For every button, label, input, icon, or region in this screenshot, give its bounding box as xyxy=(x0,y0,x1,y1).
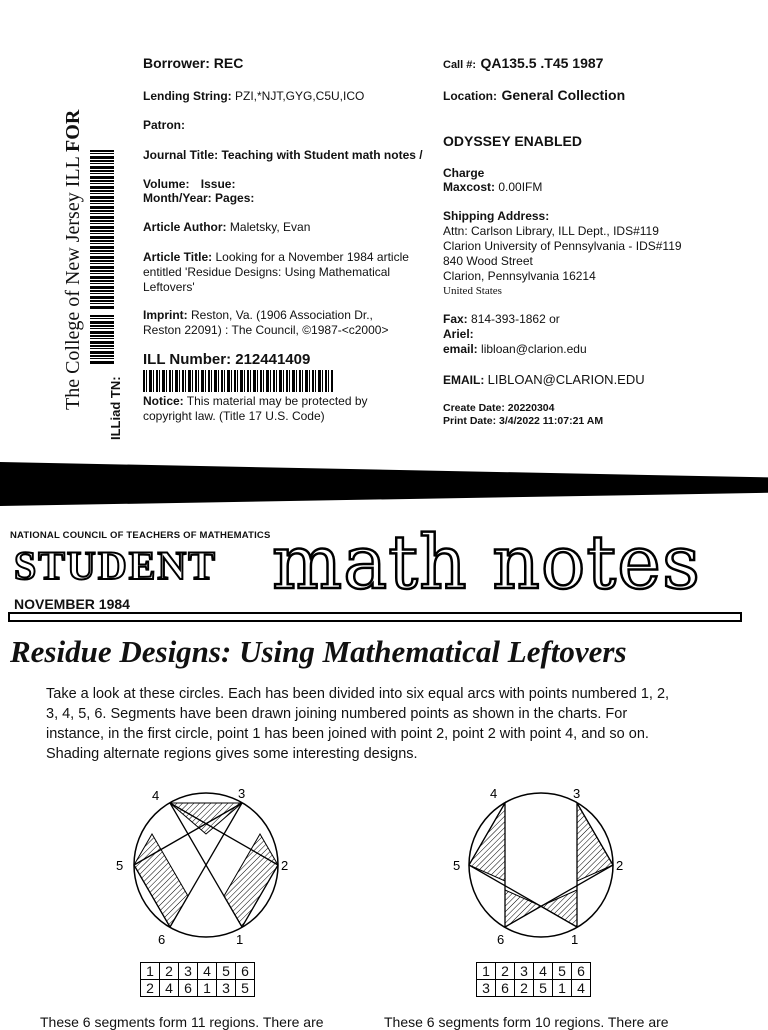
c2-label-6: 6 xyxy=(497,932,505,947)
maxcost-value: 0.00IFM xyxy=(498,180,543,194)
shipping-block xyxy=(443,209,743,299)
nctm-line: NATIONAL COUNCIL OF TEACHERS OF MATHEMATICS xyxy=(10,530,271,541)
lending-row xyxy=(143,89,364,104)
email-value: libloan@clarion.edu xyxy=(481,342,587,356)
chart-1-bottom-cell: 4 xyxy=(160,980,179,997)
circle-1-shaded-left xyxy=(134,834,188,927)
shipping-line-5: United States xyxy=(443,285,502,297)
email-caps-value: LIBLOAN@CLARION.EDU xyxy=(487,372,645,387)
notice-line-2: copyright law. (Title 17 U.S. Code) xyxy=(143,409,325,423)
c1-label-6: 6 xyxy=(158,932,166,947)
author-label: Article Author: xyxy=(143,220,227,234)
circle-1-shaded-right xyxy=(224,834,278,927)
chart-2-bottom-cell: 6 xyxy=(496,980,515,997)
chart-2-bottom-cell: 5 xyxy=(534,980,553,997)
chart-2-top-cell: 5 xyxy=(553,963,572,980)
chart-2-bottom-cell: 2 xyxy=(515,980,534,997)
c1-label-4: 4 xyxy=(152,788,160,803)
circle-2-shaded-left xyxy=(469,803,505,881)
imprint-line-1: Reston, Va. (1906 Association Dr., xyxy=(191,308,373,322)
shipping-line-1: Attn: Carlson Library, ILL Dept., IDS#119 xyxy=(443,224,659,238)
chart-2-bottom-row xyxy=(477,980,591,997)
email-caps-row xyxy=(443,372,645,388)
location-value: General Collection xyxy=(501,87,626,103)
chart-1-top-cell: 5 xyxy=(217,963,236,980)
caption-right: These 6 segments form 10 regions. There are xyxy=(384,1014,669,1030)
call-number-row xyxy=(443,55,603,73)
chart-2-bottom-cell: 3 xyxy=(477,980,496,997)
email-caps-label: EMAIL: xyxy=(443,373,485,387)
seg-2-6 xyxy=(505,865,613,927)
article-title-line-3: Leftovers' xyxy=(143,280,195,294)
notice-block xyxy=(143,394,433,424)
chart-1-top-row xyxy=(141,963,255,980)
fax-value: 814-393-1862 or xyxy=(471,312,560,326)
maxcost-label: Maxcost: xyxy=(443,180,496,194)
article-title-line-1: Looking for a November 1984 article xyxy=(215,250,409,264)
lending-value: PZI,*NJT,GYG,C5U,ICO xyxy=(235,89,365,103)
math-notes-wordmark: math notes xyxy=(272,520,701,606)
journal-masthead xyxy=(10,520,760,612)
vertical-barcode-2 xyxy=(90,315,114,365)
journal-label: Journal Title: xyxy=(143,148,219,162)
journal-value: Teaching with Student math notes / xyxy=(221,148,423,162)
notice-label: Notice: xyxy=(143,394,184,408)
c2-label-4: 4 xyxy=(490,786,498,801)
charge-label: Charge xyxy=(443,166,485,180)
borrower-label: Borrower: xyxy=(143,55,210,71)
c1-label-1: 1 xyxy=(236,932,244,947)
article-title-line-2: entitled 'Residue Designs: Using Mathematical xyxy=(143,265,391,279)
borrower-value: REC xyxy=(213,55,244,71)
monthyear-row xyxy=(143,191,254,206)
chart-2-bottom-cell: 4 xyxy=(572,980,591,997)
email-row xyxy=(443,342,587,357)
circle-1-shaded-top xyxy=(170,803,242,834)
chart-1-top-cell: 4 xyxy=(198,963,217,980)
location-row xyxy=(443,87,625,105)
chart-1-top-cell: 2 xyxy=(160,963,179,980)
imprint-block xyxy=(143,308,433,338)
patron-label: Patron: xyxy=(143,118,185,132)
chart-1-bottom-cell: 3 xyxy=(217,980,236,997)
chart-1-bottom-cell: 1 xyxy=(198,980,217,997)
author-value: Maletsky, Evan xyxy=(229,220,311,234)
imprint-label: Imprint: xyxy=(143,308,188,322)
lending-label: Lending String: xyxy=(143,89,232,103)
intro-line-3: instance, in the first circle, point 1 has been joined with point 2, point 2 with point 4, and so on. xyxy=(46,726,649,742)
issue-label: Issue: xyxy=(200,177,236,191)
intro-line-1: Take a look at these circles. Each has been divided into six equal arcs with points numbered 1, 2, xyxy=(46,686,670,702)
c2-label-3: 3 xyxy=(573,786,581,801)
intro-paragraph xyxy=(46,684,726,764)
print-date: Print Date: 3/4/2022 11:07:21 AM xyxy=(443,415,604,427)
c1-label-2: 2 xyxy=(281,858,289,873)
stamp-college xyxy=(62,110,85,410)
fax-row xyxy=(443,312,560,327)
masthead-rule xyxy=(8,612,742,622)
intro-line-2: 3, 4, 5, 6. Segments have been drawn joining numbered points as shown in the charts. For xyxy=(46,706,628,722)
chart-1-top-cell: 1 xyxy=(141,963,160,980)
email-label: email: xyxy=(443,342,478,356)
pages-label: Pages: xyxy=(215,191,255,205)
stamp-for-text: FOR xyxy=(62,109,84,152)
vertical-barcode-1 xyxy=(90,150,114,310)
shipping-line-3: 840 Wood Street xyxy=(443,254,533,268)
chart-1-bottom-cell: 6 xyxy=(179,980,198,997)
chart-2-bottom-cell: 1 xyxy=(553,980,572,997)
chart-2-top-cell: 3 xyxy=(515,963,534,980)
residue-diagram-1 xyxy=(100,778,300,953)
c1-label-5: 5 xyxy=(116,858,124,873)
imprint-line-2: Reston 22091) : The Council, ©1987-<c2000> xyxy=(143,323,389,337)
chart-2-top-cell: 4 xyxy=(534,963,553,980)
c2-label-2: 2 xyxy=(616,858,624,873)
ill-number-value: 212441409 xyxy=(235,351,311,368)
seg-5-1 xyxy=(469,865,577,927)
chart-1-top-cell: 3 xyxy=(179,963,198,980)
notice-line-1: This material may be protected by xyxy=(186,394,368,408)
ill-number-row xyxy=(143,351,310,368)
scan-separator-band xyxy=(0,462,768,506)
monthyear-label: Month/Year: xyxy=(143,191,212,205)
call-number-label: Call #: xyxy=(443,59,477,71)
residue-diagram-2 xyxy=(435,778,635,953)
intro-line-4: Shading alternate regions gives some interesting designs. xyxy=(46,746,418,762)
issue-date: NOVEMBER 1984 xyxy=(14,596,130,612)
article-title-label: Article Title: xyxy=(143,250,213,264)
chart-1-bottom-row xyxy=(141,980,255,997)
ariel-label: Ariel: xyxy=(443,327,474,341)
ill-number-label: ILL Number: xyxy=(143,351,232,368)
maxcost-row xyxy=(443,180,542,195)
article-title: Residue Designs: Using Mathematical Leftovers xyxy=(10,634,627,669)
chart-2-top-cell: 2 xyxy=(496,963,515,980)
shipping-line-4: Clarion, Pennsylvania 16214 xyxy=(443,269,596,283)
ill-barcode xyxy=(143,370,333,392)
chart-2-top-row xyxy=(477,963,591,980)
volume-row xyxy=(143,177,235,192)
chart-1 xyxy=(140,962,255,997)
caption-left: These 6 segments form 11 regions. There are xyxy=(40,1014,324,1030)
c1-label-3: 3 xyxy=(238,786,246,801)
c2-label-5: 5 xyxy=(453,858,461,873)
shipping-label: Shipping Address: xyxy=(443,209,550,223)
chart-2-top-cell: 1 xyxy=(477,963,496,980)
borrower-row xyxy=(143,55,243,72)
chart-1-bottom-cell: 2 xyxy=(141,980,160,997)
chart-1-bottom-cell: 5 xyxy=(236,980,255,997)
chart-1-top-cell: 6 xyxy=(236,963,255,980)
journal-row xyxy=(143,148,423,163)
call-number-value: QA135.5 .T45 1987 xyxy=(480,55,604,71)
article-title-block xyxy=(143,250,433,295)
volume-label: Volume: xyxy=(143,177,190,191)
stamp-illiad-tn: ILLiad TN: xyxy=(108,376,123,440)
location-label: Location: xyxy=(443,89,497,103)
odyssey-enabled: ODYSSEY ENABLED xyxy=(443,133,582,149)
student-wordmark: STUDENT xyxy=(14,543,217,588)
fax-label: Fax: xyxy=(443,312,468,326)
create-date: Create Date: 20220304 xyxy=(443,402,555,414)
author-row xyxy=(143,220,310,235)
stamp-college-text: The College of New Jersey ILL xyxy=(62,156,84,410)
c2-label-1: 1 xyxy=(571,932,579,947)
shipping-line-2: Clarion University of Pennsylvania - IDS#119 xyxy=(443,239,682,253)
circle-2-shaded-right xyxy=(577,803,613,881)
chart-2 xyxy=(476,962,591,997)
chart-2-top-cell: 6 xyxy=(572,963,591,980)
